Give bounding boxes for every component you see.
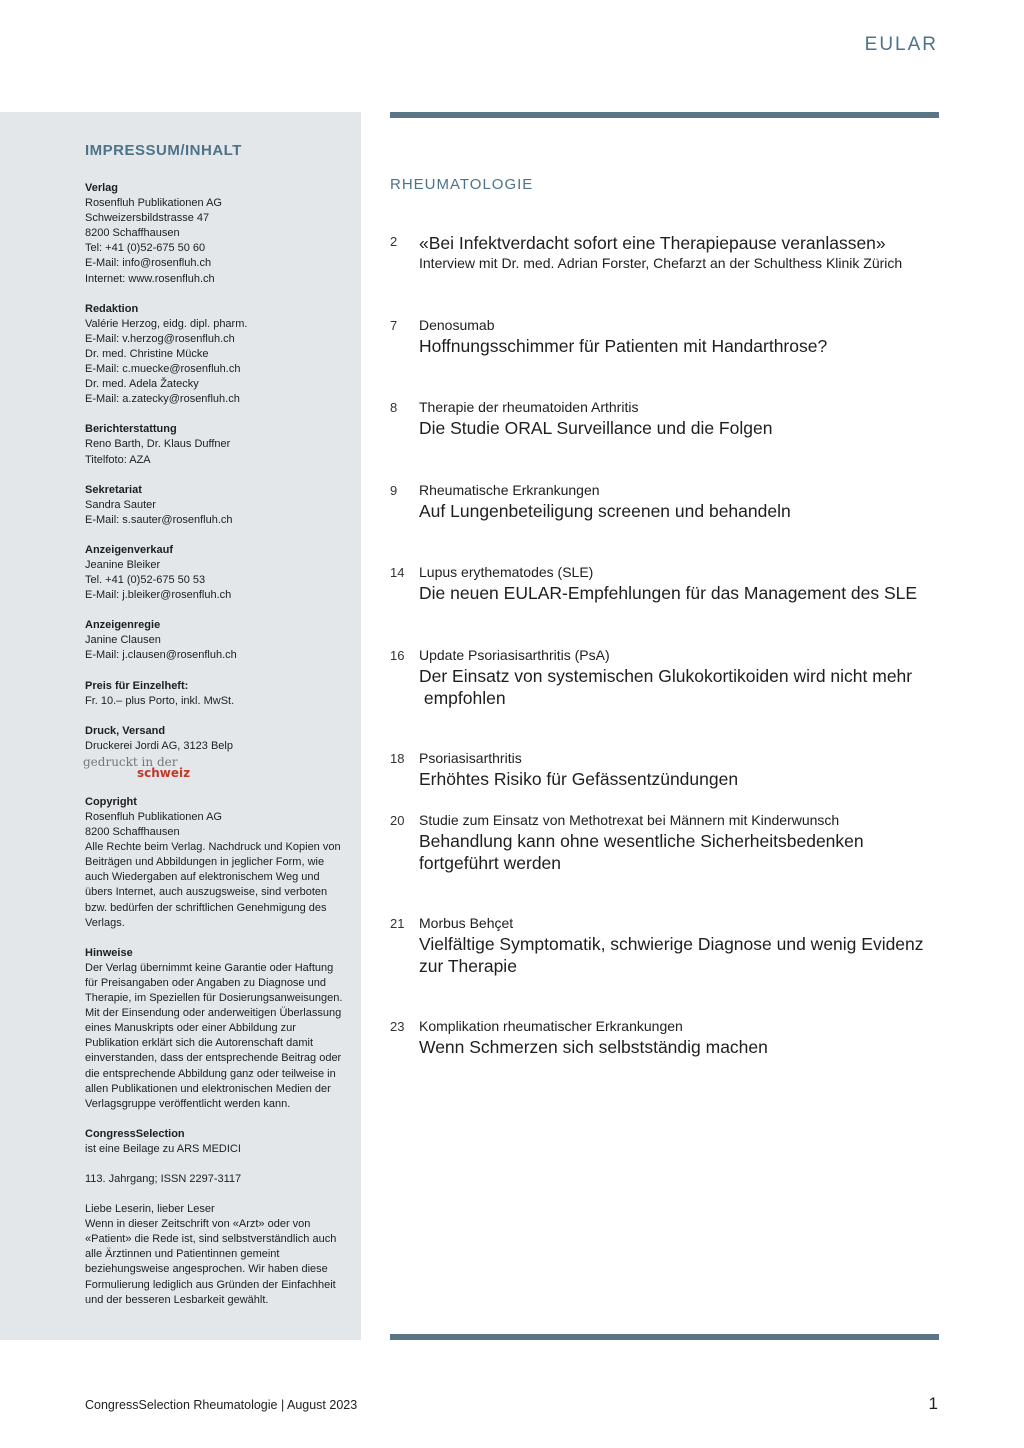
print-logo-line2: schweiz	[137, 765, 191, 780]
impressum-heading: CongressSelection	[85, 1127, 185, 1140]
toc-kicker: Psoriasisarthritis	[419, 750, 522, 766]
impressum-verlag	[85, 181, 349, 287]
toc-entry[interactable]	[390, 563, 950, 604]
impressum-preis	[85, 679, 349, 709]
toc-headline: «Bei Infektverdacht sofort eine Therapiepause veranlassen»	[419, 233, 886, 253]
impressum-heading: Druck, Versand	[85, 724, 166, 737]
impressum-line: Dr. med. Adela Žatecky	[85, 378, 199, 391]
toc-entry[interactable]	[390, 749, 950, 790]
impressum-line: E-Mail: j.bleiker@rosenfluh.ch	[85, 589, 232, 602]
toc-headline-continued: empfohlen	[419, 688, 506, 708]
toc-headline: Vielfältige Symptomatik, schwierige Diagnose und wenig Evidenz	[419, 934, 924, 954]
impressum-line: E-Mail: info@rosenfluh.ch	[85, 257, 212, 270]
impressum-jahrgang	[85, 1172, 349, 1187]
toc-kicker: Therapie der rheumatoiden Arthritis	[419, 399, 639, 415]
page-number: 1	[928, 1394, 938, 1413]
toc-entry[interactable]	[390, 481, 950, 522]
gedruckt-in-der-schweiz-logo	[83, 754, 191, 780]
copyright-text: Alle Rechte beim Verlag. Nachdruck und Kopien von Beiträgen und Abbildungen in jeglicher Form, wie auch Wiedergaben auf elektronischem Weg und übers Internet, auch auszugsweise, sind verboten bzw. bedürfen der schriftlichen Genehmigung des Verlags.	[85, 841, 341, 929]
toc-entry[interactable]	[390, 1017, 950, 1058]
toc-kicker: Rheumatische Erkrankungen	[419, 482, 600, 498]
impressum-heading: Preis für Einzelheft:	[85, 679, 189, 692]
toc-page-number: 16	[390, 648, 405, 663]
toc-page-number: 20	[390, 813, 405, 828]
print-logo-line1: gedruckt in der	[83, 754, 178, 769]
toc-page-number: 8	[390, 400, 398, 415]
impressum-heading: Berichterstattung	[85, 423, 177, 436]
toc-section-title: RHEUMATOLOGIE	[390, 176, 534, 193]
impressum-anzeigenverkauf	[85, 543, 349, 603]
impressum-redaktion	[85, 302, 349, 408]
impressum-line: Schweizersbildstrasse 47	[85, 212, 210, 225]
toc-headline: Die neuen EULAR-Empfehlungen für das Management des SLE	[419, 583, 918, 603]
impressum-heading: Hinweise	[85, 946, 133, 959]
impressum-line: 8200 Schaffhausen	[85, 227, 180, 240]
impressum-line: Jeanine Bleiker	[85, 558, 161, 571]
toc-headline: Erhöhtes Risiko für Gefässentzündungen	[419, 769, 739, 789]
impressum-line: E-Mail: j.clausen@rosenfluh.ch	[85, 649, 237, 662]
impressum-title: IMPRESSUM/INHALT	[85, 142, 242, 159]
impressum-line: Sandra Sauter	[85, 498, 156, 511]
toc-headline-continued: fortgeführt werden	[419, 853, 562, 873]
impressum-heading: Anzeigenverkauf	[85, 543, 174, 556]
impressum-line: Janine Clausen	[85, 634, 161, 647]
reader-greeting: Liebe Leserin, lieber Leser	[85, 1203, 215, 1216]
toc-page-number: 9	[390, 483, 398, 498]
impressum-sidebar	[0, 112, 361, 1340]
toc-kicker: Komplikation rheumatischer Erkrankungen	[419, 1018, 683, 1034]
toc-page-number: 23	[390, 1019, 405, 1034]
impressum-copyright	[85, 795, 349, 931]
toc-headline: Auf Lungenbeteiligung screenen und behandeln	[419, 501, 791, 521]
toc-headline: Behandlung kann ohne wesentliche Sicherheitsbedenken	[419, 831, 864, 851]
toc-headline-continued: zur Therapie	[419, 956, 517, 976]
bottom-rule	[390, 1334, 939, 1340]
impressum-berichterstattung	[85, 422, 349, 467]
impressum-heading: Redaktion	[85, 302, 139, 315]
impressum-line: Tel. +41 (0)52-675 50 53	[85, 574, 206, 587]
toc-headline: Der Einsatz von systemischen Glukokortikoiden wird nicht mehr	[419, 666, 913, 686]
impressum-line: Rosenfluh Publikationen AG	[85, 811, 222, 823]
impressum-line: E-Mail: v.herzog@rosenfluh.ch	[85, 332, 235, 345]
impressum-line: 8200 Schaffhausen	[85, 826, 180, 839]
toc-page-number: 21	[390, 916, 405, 931]
impressum-line: Druckerei Jordi AG, 3123 Belp	[85, 739, 233, 752]
toc-entry[interactable]	[390, 398, 950, 439]
toc-headline: Die Studie ORAL Surveillance und die Folgen	[419, 418, 773, 438]
impressum-line: ist eine Beilage zu ARS MEDICI	[85, 1142, 241, 1155]
toc-kicker: Update Psoriasisarthritis (PsA)	[419, 647, 610, 663]
impressum-line: E-Mail: c.muecke@rosenfluh.ch	[85, 363, 241, 376]
impressum-line: Fr. 10.– plus Porto, inkl. MwSt.	[85, 694, 235, 707]
impressum-line: E-Mail: s.sauter@rosenfluh.ch	[85, 513, 233, 526]
impressum-druck	[85, 724, 349, 780]
hinweise-text: Der Verlag übernimmt keine Garantie oder Haftung für Preisangaben oder Angaben zu Diagnose und Therapie, im Speziellen für Dosierungsanweisungen. Mit der Einsendung oder anderweitigen Überlassung eines Manuskripts oder einer Abbildung zur Publikation erklärt sich die Autorenschaft damit einverstanden, dass der entsprechende Beitrag oder die entsprechende Abbildung ganz oder teilweise in allen Publikationen und elektronischen Medien der Verlagsgruppe veröffentlicht werden kann.	[85, 961, 343, 1110]
impressum-line: 113. Jahrgang; ISSN 2297-3117	[85, 1172, 242, 1185]
impressum-heading: Sekretariat	[85, 483, 142, 496]
impressum-heading: Copyright	[85, 795, 137, 808]
toc-entry[interactable]	[390, 914, 950, 977]
impressum-heading: Verlag	[85, 182, 119, 194]
impressum-line: Valérie Herzog, eidg. dipl. pharm.	[85, 317, 248, 330]
top-rule	[390, 112, 939, 118]
impressum-sekretariat	[85, 483, 349, 528]
toc-page-number: 18	[390, 751, 405, 766]
toc-kicker: Denosumab	[419, 317, 495, 333]
toc-kicker: Studie zum Einsatz von Methotrexat bei Männern mit Kinderwunsch	[419, 812, 840, 828]
impressum-line: Dr. med. Christine Mücke	[85, 347, 209, 360]
toc-page-number: 14	[390, 565, 405, 580]
toc-entry[interactable]	[390, 232, 950, 273]
impressum-anzeigenregie	[85, 618, 349, 663]
toc-page-number: 7	[390, 318, 398, 333]
reader-text: Wenn in dieser Zeitschrift von «Arzt» oder von «Patient» die Rede ist, sind selbstverständlich auch alle Ärztinnen und Patientinnen gemeint beziehungsweise angesprochen. Wir haben diese Formulierung lediglich aus Gründen der Einfachheit und der besseren Lesbarkeit gewählt.	[85, 1218, 337, 1306]
footer-publication: CongressSelection Rheumatologie | August 2023	[85, 1398, 358, 1412]
impressum-line: Tel: +41 (0)52-675 50 60	[85, 242, 206, 255]
impressum-line: Rosenfluh Publikationen AG	[85, 197, 222, 210]
impressum-hinweise	[85, 946, 349, 1112]
toc-subtitle: Interview mit Dr. med. Adrian Forster, Chefarzt an der Schulthess Klinik Zürich	[419, 255, 903, 271]
toc-headline: Hoffnungsschimmer für Patienten mit Handarthrose?	[419, 336, 828, 356]
toc-headline: Wenn Schmerzen sich selbstständig machen	[419, 1037, 768, 1057]
toc-entry[interactable]	[390, 646, 950, 709]
impressum-congressselection	[85, 1127, 349, 1157]
impressum-line: Internet: www.rosenfluh.ch	[85, 272, 215, 285]
impressum-line: Reno Barth, Dr. Klaus Duffner	[85, 438, 231, 451]
toc-kicker: Morbus Behçet	[419, 915, 514, 931]
impressum-reader-note	[85, 1202, 349, 1308]
section-label: EULAR	[864, 34, 938, 55]
impressum-line: Titelfoto: AZA	[85, 453, 151, 466]
toc-entry[interactable]	[390, 811, 950, 874]
impressum-line: E-Mail: a.zatecky@rosenfluh.ch	[85, 393, 240, 406]
toc-entry[interactable]	[390, 316, 950, 357]
toc-page-number: 2	[390, 234, 398, 249]
impressum-heading: Anzeigenregie	[85, 619, 161, 632]
toc-kicker: Lupus erythematodes (SLE)	[419, 564, 594, 580]
